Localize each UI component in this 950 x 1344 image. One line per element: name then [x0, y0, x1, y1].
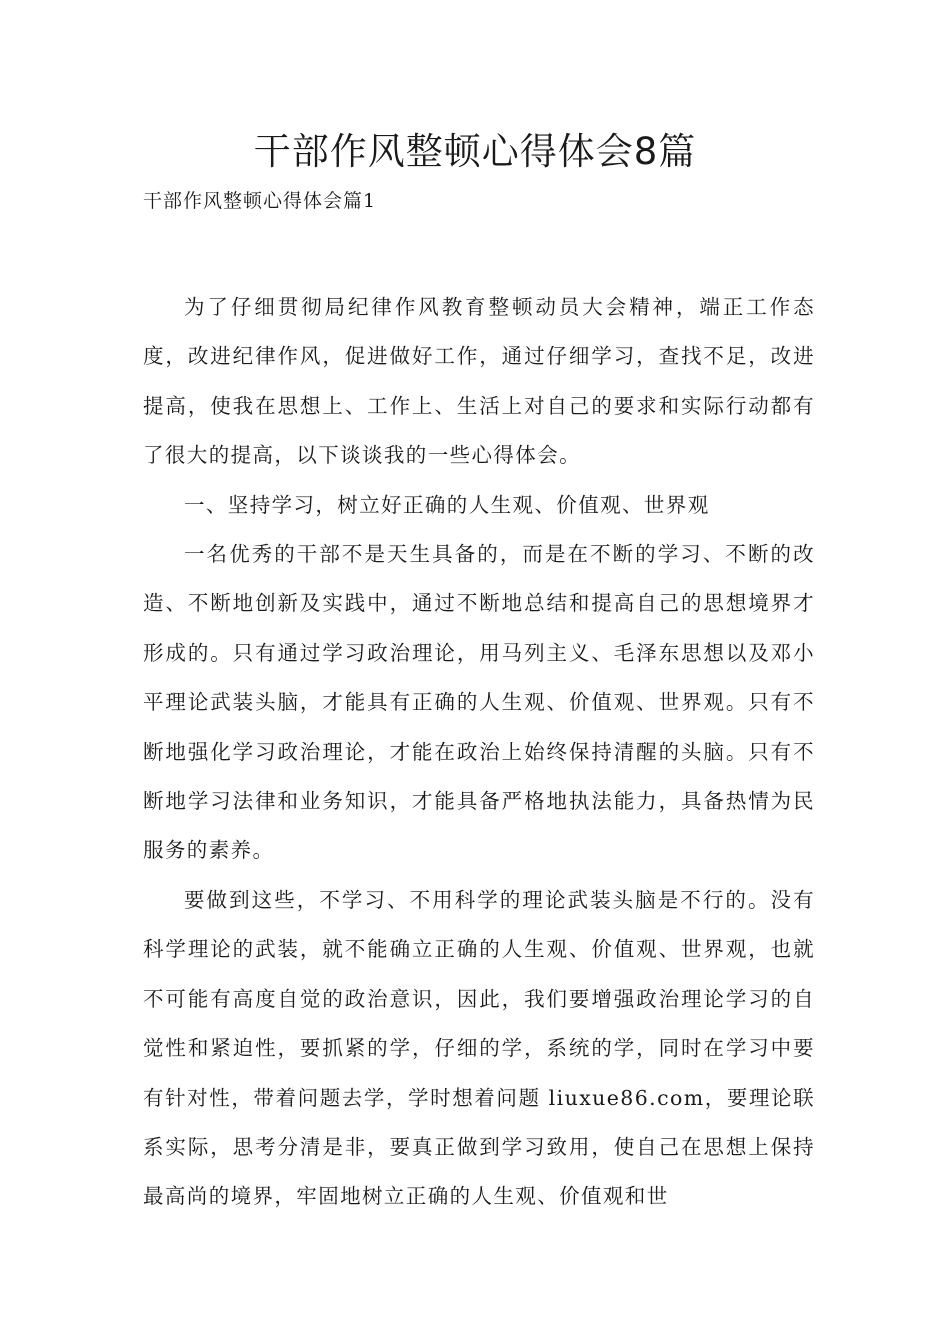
document-body — [143, 283, 815, 1222]
section-heading: 干部作风整顿心得体会篇1 — [143, 190, 377, 212]
paragraph-subheading: 一、坚持学习，树立好正确的人生观、价值观、世界观 — [184, 492, 710, 517]
document-title: 干部作风整顿心得体会8篇 — [253, 130, 697, 173]
paragraph-intro: 为了仔细贯彻局纪律作风教育整顿动员大会精神，端正工作态度，改进纪律作风，促进做好工作，通过仔细学习，查找不足，改进提高，使我在思想上、工作上、生活上对自己的要求和实际行动都有了很大的提高，以下谈谈我的一些心得体会。 — [143, 295, 815, 468]
paragraph-theory: 要做到这些，不学习、不用科学的理论武装头脑是不行的。没有科学理论的武装，就不能确立正确的人生观、价值观、世界观，也就不可能有高度自觉的政治意识，因此，我们要增强政治理论学习的自觉性和紧迫性，要抓紧的学，仔细的学，系统的学，同时在学习中要有针对性，带着问题去学，学时想着问题 liuxue86.com，要理论联系实际，思考分清是非，要真正做到学习致用，使自己在思想上保持最高尚的境界，牢固地树立正确的人生观、价值观和世 — [143, 887, 815, 1209]
paragraph-study: 一名优秀的干部不是天生具备的，而是在不断的学习、不断的改造、不断地创新及实践中，通过不断地总结和提高自己的思想境界才形成的。只有通过学习政治理论，用马列主义、毛泽东思想以及邓小平理论武装头脑，才能具有正确的人生观、价值观、世界观。只有不断地强化学习政治理论，才能在政治上始终保持清醒的头脑。只有不断地学习法律和业务知识，才能具备严格地执法能力，具备热情为民服务的素养。 — [143, 542, 815, 863]
